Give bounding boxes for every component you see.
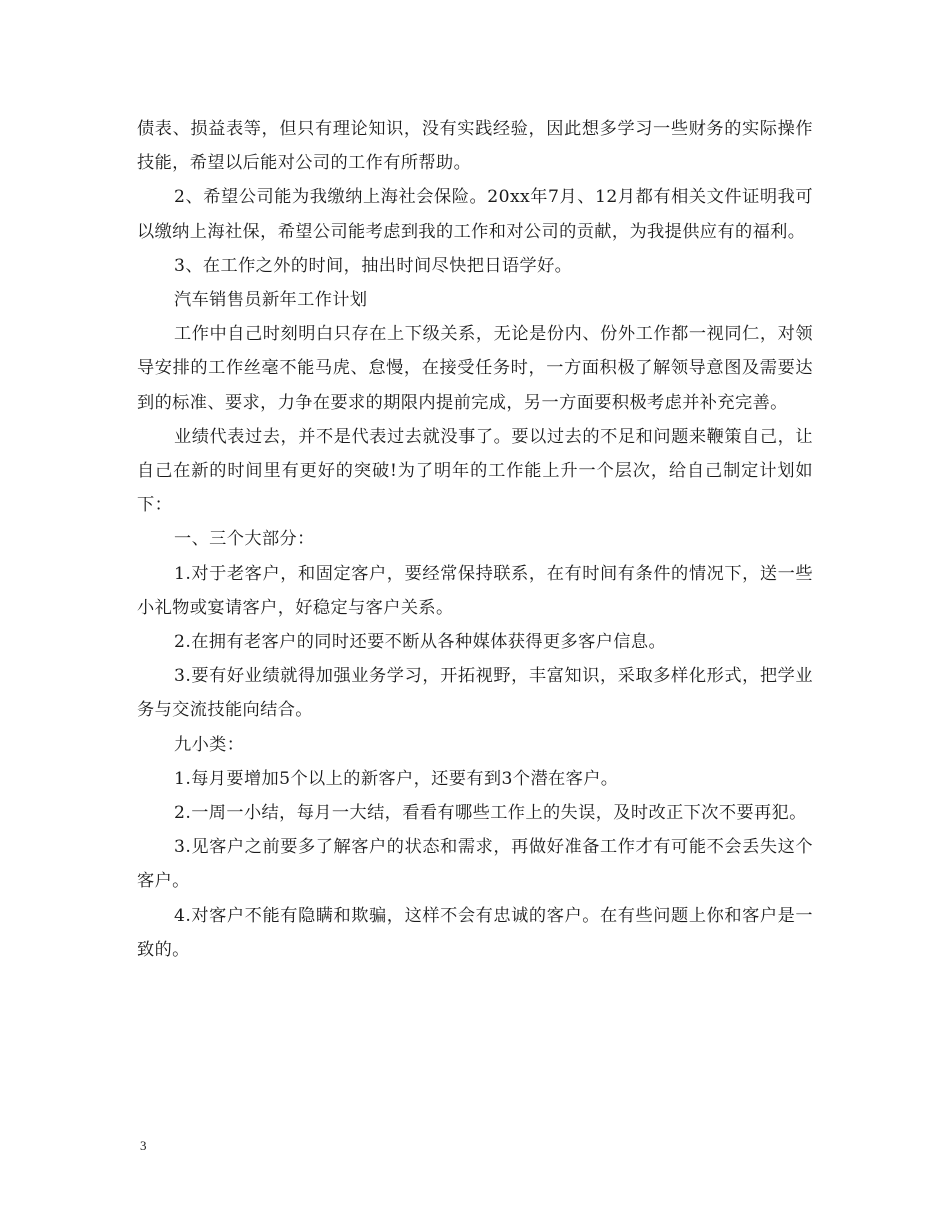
document-body (137, 112, 813, 967)
paragraph-1: 债表、损益表等，但只有理论知识，没有实践经验，因此想多学习一些财务的实际操作技能，希望以后能对公司的工作有所帮助。 (137, 119, 813, 174)
subheading-three-parts: 一、三个大部分： (174, 529, 315, 550)
paragraph-6: 业绩代表过去，并不是代表过去就没事了。要以过去的不足和问题来鞭策自己，让自己在新的时间里有更好的突破!为了明年的工作能上升一个层次，给自己制定计划如下： (137, 426, 813, 516)
page-number: 3 (140, 1138, 147, 1153)
list-item: 2.在拥有老客户的同时还要不断从各种媒体获得更多客户信息。 (174, 632, 667, 653)
section-heading: 汽车销售员新年工作计划 (174, 290, 368, 311)
paragraph-3: 3、在工作之外的时间，抽出时间尽快把日语学好。 (174, 255, 573, 276)
list-item: 3.要有好业绩就得加强业务学习，开拓视野，丰富知识，采取多样化形式，把学业务与交流技能向结合。 (137, 666, 813, 721)
list-item: 4.对客户不能有隐瞒和欺骗，这样不会有忠诚的客户。在有些问题上你和客户是一致的。 (137, 905, 813, 960)
paragraph-5: 工作中自己时刻明白只存在上下级关系，无论是份内、份外工作都一视同仁，对领导安排的工作丝毫不能马虎、怠慢，在接受任务时，一方面积极了解领导意图及需要达到的标准、要求，力争在要求的期限内提前完成，另一方面要积极考虑并补充完善。 (137, 324, 813, 413)
list-item: 1.每月要增加5个以上的新客户，还要有到3个潜在客户。 (174, 768, 619, 789)
list-item: 1.对于老客户，和固定客户，要经常保持联系，在有时间有条件的情况下，送一些小礼物或宴请客户，好稳定与客户关系。 (137, 563, 813, 618)
list-item: 2.一周一小结，每月一大结，看看有哪些工作上的失误，及时改正下次不要再犯。 (174, 803, 807, 824)
list-item: 3.见客户之前要多了解客户的状态和需求，再做好准备工作才有可能不会丢失这个客户。 (137, 837, 813, 892)
subheading-nine-categories: 九小类： (174, 734, 245, 755)
paragraph-2: 2、希望公司能为我缴纳上海社会保险。20xx年7月、12月都有相关文件证明我可以缴纳上海社保，希望公司能考虑到我的工作和对公司的贡献，为我提供应有的福利。 (137, 187, 813, 242)
